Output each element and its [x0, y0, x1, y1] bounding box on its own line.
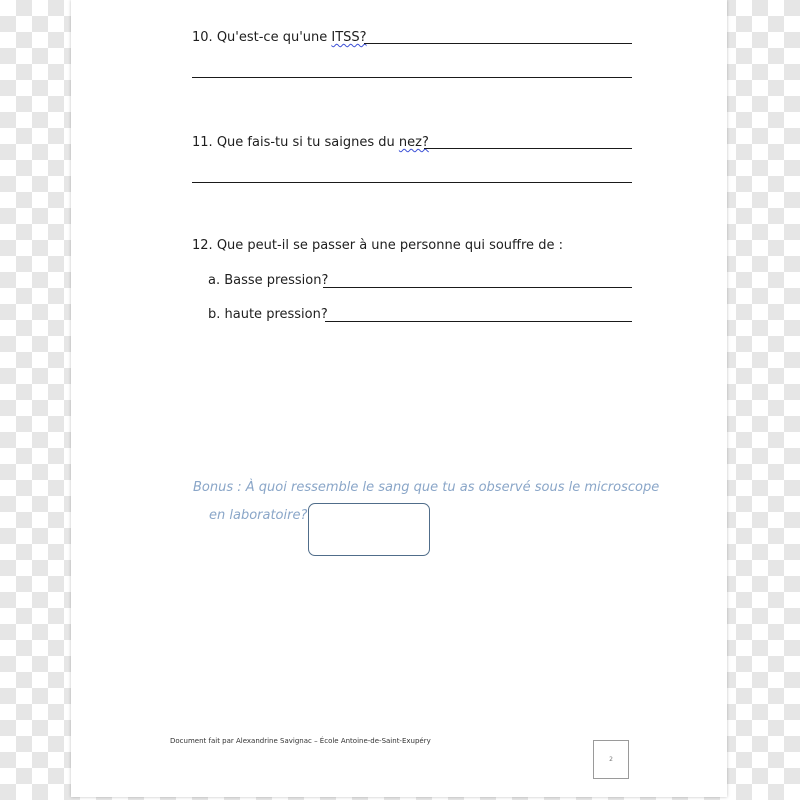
- question-10-term: ITSS?: [331, 30, 367, 45]
- answer-line-12a[interactable]: [323, 287, 632, 288]
- bonus-answer-box[interactable]: [308, 503, 430, 556]
- question-12-sub-a: a. Basse pression?: [208, 273, 329, 288]
- answer-line-10a[interactable]: [364, 43, 632, 44]
- document-page: [71, 0, 727, 797]
- question-12-number: 12.: [192, 238, 213, 253]
- question-11-number: 11.: [192, 135, 213, 150]
- question-11: [192, 135, 429, 150]
- question-12-sub-b: b. haute pression?: [208, 307, 328, 322]
- footer-credit: Document fait par Alexandrine Savignac – École Antoine-de-Saint-Exupéry: [170, 737, 431, 745]
- answer-line-11b[interactable]: [192, 182, 632, 183]
- bonus-question-line2: en laboratoire?: [209, 508, 308, 523]
- question-11-term: nez?: [398, 135, 429, 150]
- question-10-number: 10.: [192, 30, 213, 45]
- page-number-box: [593, 740, 629, 779]
- question-11-text: Que fais-tu si tu saignes du: [216, 135, 395, 150]
- answer-line-12b[interactable]: [325, 321, 632, 322]
- answer-line-11a[interactable]: [424, 148, 632, 149]
- bonus-question-line1: Bonus : À quoi ressemble le sang que tu as observé sous le microscope: [193, 480, 660, 495]
- question-10: [192, 30, 367, 45]
- question-12-text: Que peut-il se passer à une personne qui souffre de :: [216, 238, 563, 253]
- question-10-text: Qu'est-ce qu'une: [216, 30, 328, 45]
- page-number: 2: [609, 756, 613, 763]
- question-12: [192, 238, 563, 253]
- answer-line-10b[interactable]: [192, 77, 632, 78]
